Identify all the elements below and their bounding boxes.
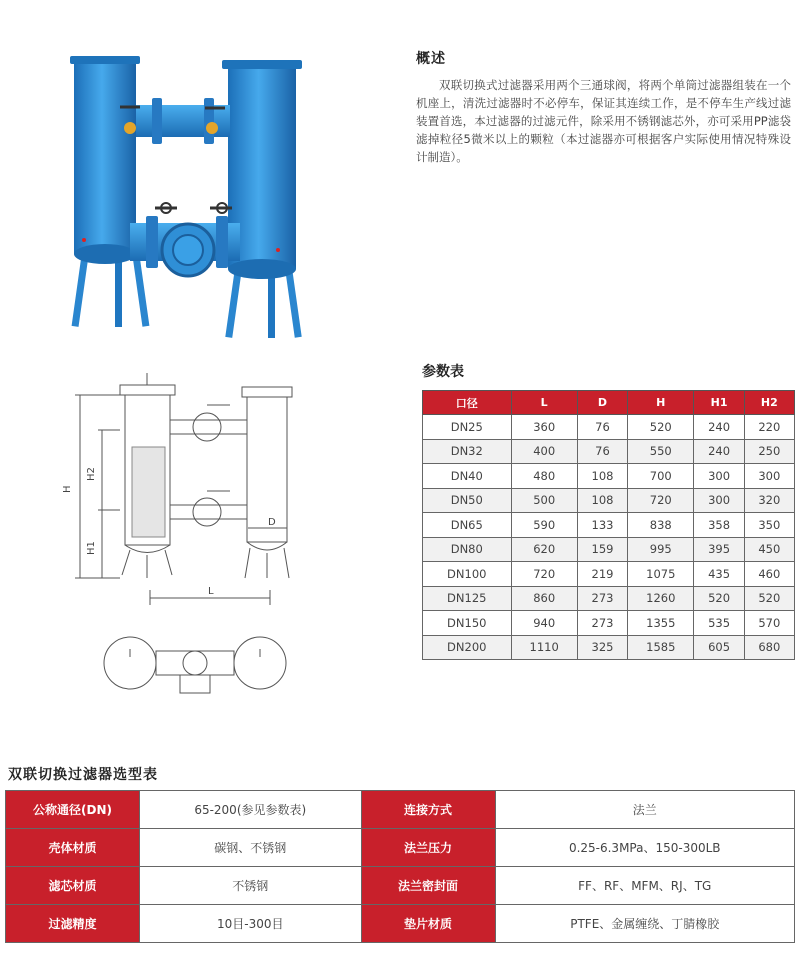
param-row: [423, 513, 795, 538]
param-cell: 273: [577, 611, 627, 636]
param-header-cell: 口径: [423, 391, 512, 415]
param-cell: DN150: [423, 611, 512, 636]
param-row: [423, 439, 795, 464]
param-cell: 220: [744, 415, 794, 440]
param-cell: 400: [511, 439, 577, 464]
param-cell: DN80: [423, 537, 512, 562]
param-cell: 550: [628, 439, 694, 464]
param-cell: 680: [744, 635, 794, 660]
param-cell: DN50: [423, 488, 512, 513]
param-row: [423, 586, 795, 611]
selection-key: 法兰密封面: [361, 867, 495, 905]
param-cell: 76: [577, 439, 627, 464]
param-table: [422, 390, 795, 660]
param-cell: 860: [511, 586, 577, 611]
param-cell: 480: [511, 464, 577, 489]
param-row: [423, 464, 795, 489]
param-row: [423, 415, 795, 440]
param-header-cell: H: [628, 391, 694, 415]
overview-text: 双联切换式过滤器采用两个三通球阀，将两个单筒过滤器组装在一个机座上，清洗过滤器时不必停车，保证其连续工作，是不停车生产线过滤装置首选，本过滤器的过滤元件，除采用不锈钢滤芯外，亦可采用PP滤袋滤掉粒径5微米以上的颗粒（本过滤器亦可根据客户实际使用情况特殊设计制造）。: [416, 78, 791, 164]
param-cell: DN32: [423, 439, 512, 464]
param-header-cell: L: [511, 391, 577, 415]
param-header-cell: H1: [694, 391, 744, 415]
param-table-title: 参数表: [422, 364, 464, 380]
param-cell: 320: [744, 488, 794, 513]
overview-title: 概述: [416, 51, 446, 67]
param-cell: 1110: [511, 635, 577, 660]
selection-table: [5, 790, 795, 943]
param-cell: 240: [694, 415, 744, 440]
param-cell: DN100: [423, 562, 512, 587]
selection-key: 公称通径(DN): [6, 791, 140, 829]
param-cell: 108: [577, 464, 627, 489]
product-photo: [60, 40, 320, 345]
param-header-cell: H2: [744, 391, 794, 415]
selection-key: 垫片材质: [361, 905, 495, 943]
param-cell: 395: [694, 537, 744, 562]
param-cell: 1075: [628, 562, 694, 587]
selection-key: 法兰压力: [361, 829, 495, 867]
param-cell: 1355: [628, 611, 694, 636]
param-cell: 1585: [628, 635, 694, 660]
param-cell: 500: [511, 488, 577, 513]
param-cell: 535: [694, 611, 744, 636]
selection-row: [6, 867, 795, 905]
param-cell: 940: [511, 611, 577, 636]
param-cell: 300: [744, 464, 794, 489]
selection-table-title: 双联切换过滤器选型表: [8, 767, 158, 783]
param-cell: 250: [744, 439, 794, 464]
selection-value: FF、RF、MFM、RJ、TG: [495, 867, 795, 905]
label-H2: H2: [86, 467, 97, 481]
param-cell: 273: [577, 586, 627, 611]
selection-value: 法兰: [495, 791, 795, 829]
selection-value: PTFE、金属缠绕、丁腈橡胶: [495, 905, 795, 943]
dimension-drawing: [60, 365, 380, 705]
param-cell: 159: [577, 537, 627, 562]
param-cell: 358: [694, 513, 744, 538]
param-cell: 700: [628, 464, 694, 489]
label-D: D: [268, 517, 276, 528]
param-row: [423, 562, 795, 587]
selection-value: 0.25-6.3MPa、150-300LB: [495, 829, 795, 867]
param-cell: 350: [744, 513, 794, 538]
param-cell: 520: [628, 415, 694, 440]
selection-key: 滤芯材质: [6, 867, 140, 905]
param-cell: 620: [511, 537, 577, 562]
selection-key: 过滤精度: [6, 905, 140, 943]
label-H1: H1: [86, 541, 97, 555]
param-header-cell: D: [577, 391, 627, 415]
param-cell: DN65: [423, 513, 512, 538]
param-header-row: [423, 391, 795, 415]
selection-row: [6, 829, 795, 867]
param-cell: 300: [694, 488, 744, 513]
selection-key: 壳体材质: [6, 829, 140, 867]
param-cell: 720: [511, 562, 577, 587]
param-cell: 605: [694, 635, 744, 660]
param-cell: DN200: [423, 635, 512, 660]
param-cell: 300: [694, 464, 744, 489]
param-row: [423, 635, 795, 660]
label-L: L: [208, 586, 214, 597]
param-cell: 1260: [628, 586, 694, 611]
param-cell: 450: [744, 537, 794, 562]
param-cell: 590: [511, 513, 577, 538]
param-cell: 520: [694, 586, 744, 611]
param-cell: 76: [577, 415, 627, 440]
param-cell: 995: [628, 537, 694, 562]
param-cell: 360: [511, 415, 577, 440]
param-row: [423, 537, 795, 562]
param-cell: 219: [577, 562, 627, 587]
selection-key: 连接方式: [361, 791, 495, 829]
selection-row: [6, 905, 795, 943]
param-cell: 108: [577, 488, 627, 513]
param-cell: 570: [744, 611, 794, 636]
param-row: [423, 611, 795, 636]
selection-value: 65-200(参见参数表): [140, 791, 362, 829]
param-cell: 133: [577, 513, 627, 538]
selection-value: 10目-300目: [140, 905, 362, 943]
selection-row: [6, 791, 795, 829]
param-cell: 325: [577, 635, 627, 660]
param-cell: DN25: [423, 415, 512, 440]
label-H: H: [62, 485, 73, 493]
param-row: [423, 488, 795, 513]
param-cell: 520: [744, 586, 794, 611]
param-cell: 435: [694, 562, 744, 587]
param-cell: 460: [744, 562, 794, 587]
param-cell: 240: [694, 439, 744, 464]
param-cell: DN125: [423, 586, 512, 611]
selection-value: 碳钢、不锈钢: [140, 829, 362, 867]
param-cell: 720: [628, 488, 694, 513]
param-cell: 838: [628, 513, 694, 538]
param-cell: DN40: [423, 464, 512, 489]
selection-value: 不锈钢: [140, 867, 362, 905]
